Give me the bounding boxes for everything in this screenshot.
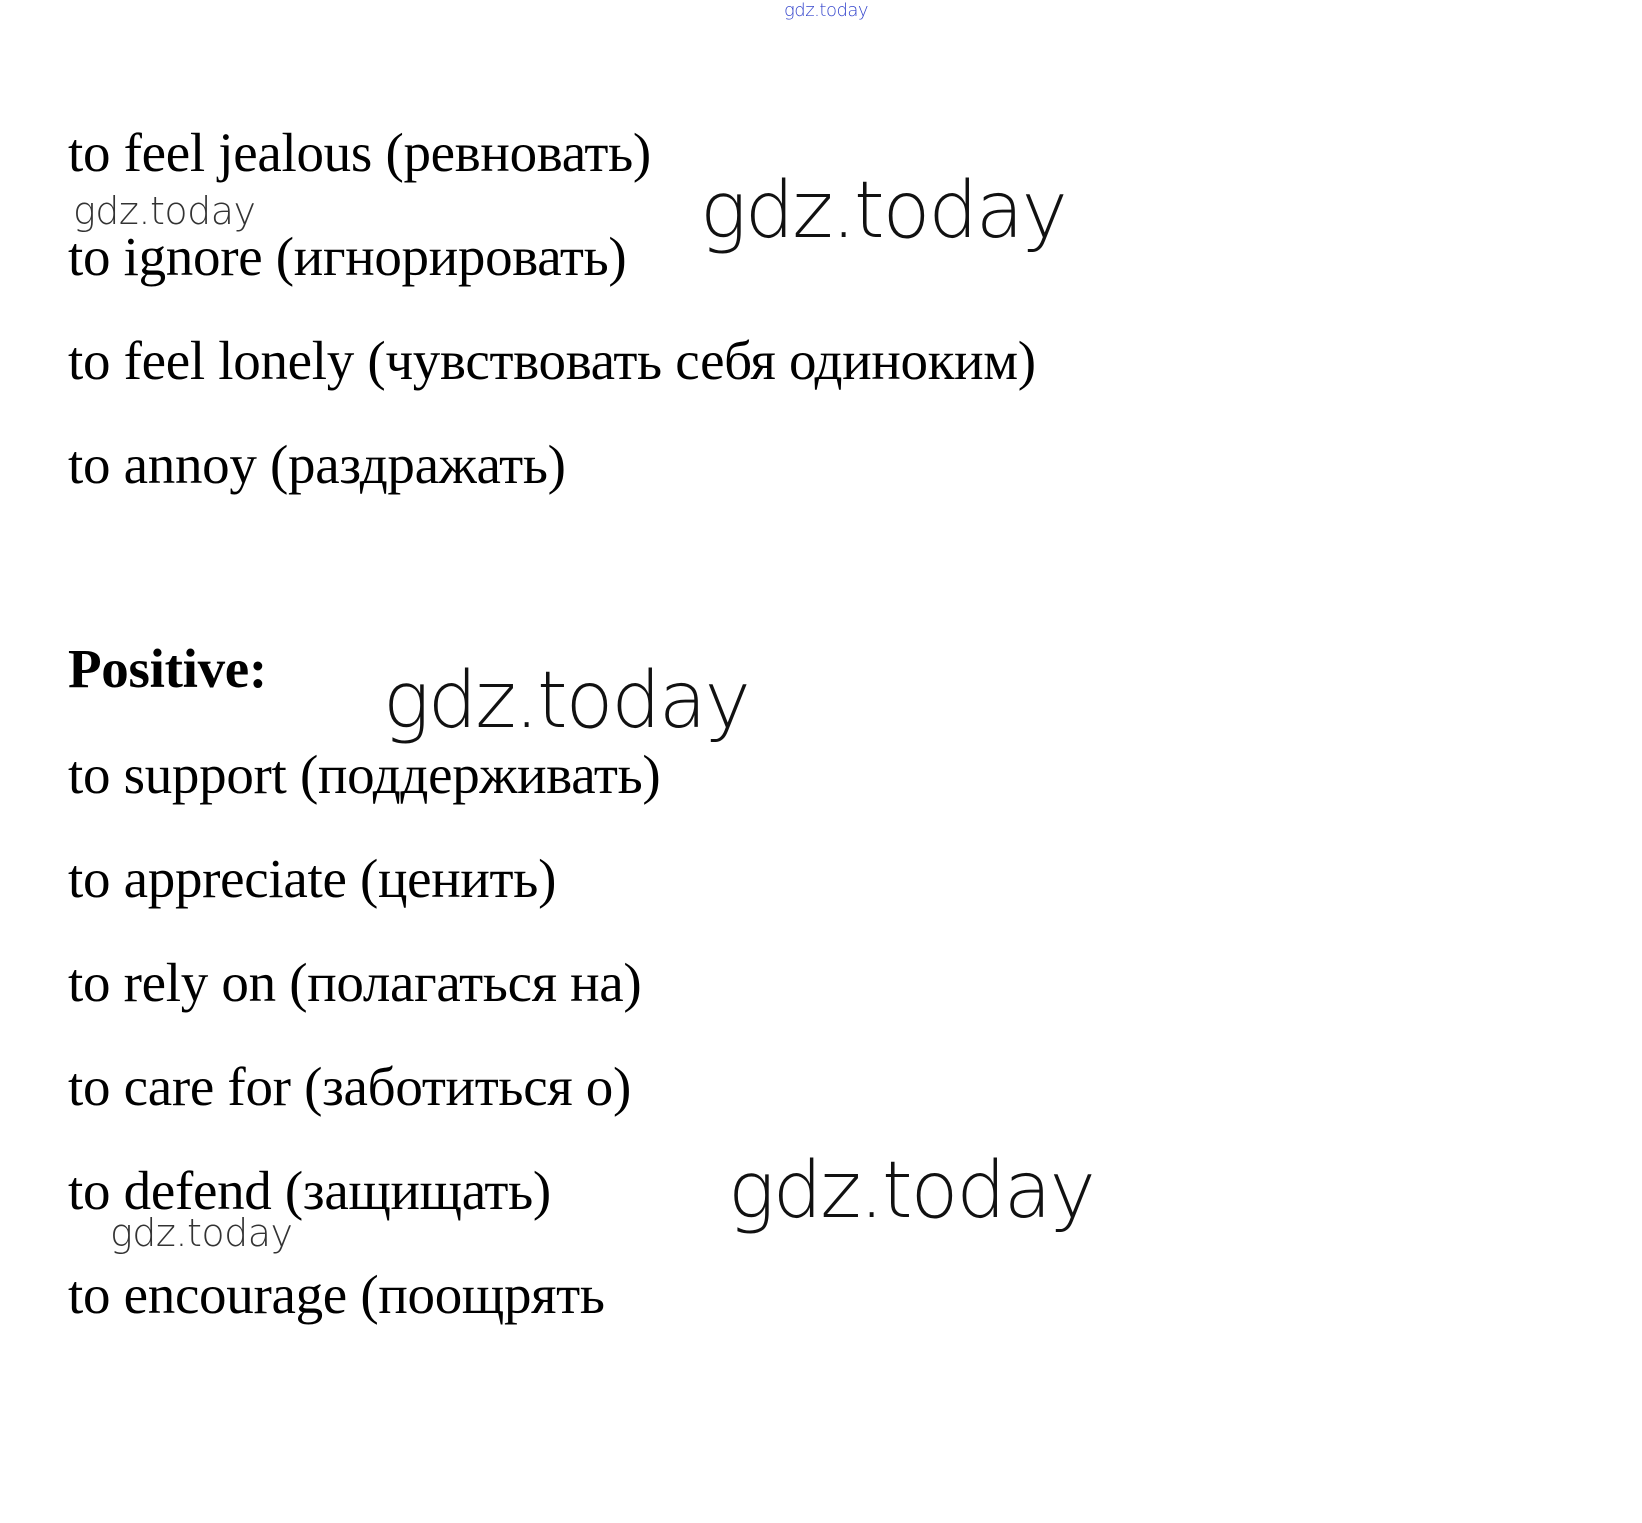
positive-item-encourage: to encourage (поощрять [68, 1264, 605, 1325]
positive-item-rely-on: to rely on (полагаться на) [68, 952, 642, 1013]
positive-item-defend: to defend (защищать) [68, 1160, 551, 1221]
watermark-large: gdz.today [700, 166, 1066, 256]
positive-item-care-for: to care for (заботиться о) [68, 1056, 631, 1117]
negative-item-feel-lonely: to feel lonely (чувствовать себя одиноким) [68, 330, 1036, 391]
watermark-large: gdz.today [383, 656, 749, 746]
negative-item-ignore: to ignore (игнорировать) [68, 226, 627, 287]
watermark-small: gdz.today [73, 189, 256, 233]
positive-item-support: to support (поддерживать) [68, 744, 661, 805]
positive-heading: Positive: [68, 638, 267, 699]
negative-item-annoy: to annoy (раздражать) [68, 434, 566, 495]
watermark-large: gdz.today [728, 1146, 1094, 1236]
watermark-small: gdz.today [110, 1211, 293, 1255]
negative-item-feel-jealous: to feel jealous (ревновать) [68, 122, 651, 183]
positive-item-appreciate: to appreciate (ценить) [68, 848, 557, 909]
watermark-top: gdz.today [784, 0, 869, 21]
